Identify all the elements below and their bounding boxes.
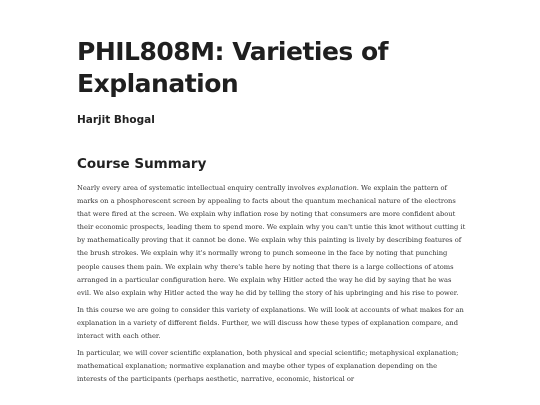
document-page [77, 36, 467, 390]
paragraph-1-emphasis: explanation [317, 184, 357, 192]
paragraph-1-intro: Nearly every area of systematic intellectual enquiry centrally involves [77, 184, 318, 192]
summary-paragraph-3: In particular, we will cover scientific explanation, both physical and special scientific; metaphysical explanation; mathematical explanation; normative explanation and maybe other types of explanation depending on the interests of the participants (perhaps aesthetic, narrative, economic, historical or [77, 349, 459, 384]
author-name: Harjit Bhogal [77, 114, 155, 126]
page-title: PHIL808M: Varieties of Explanation [77, 37, 389, 98]
paragraph-1-body: . We explain the pattern of marks on a phosphorescent screen by appealing to facts about the quantum mechanical nature of the electrons that were fired at the screen. We explain why inflation rose by noting that consumers are more confident about their economic prospects, leading them to spend more. We explain why you can't untie this knot without cutting it by mathematically proving that it cannot be done. We explain why this painting is lively by describing features of the brush strokes. We explain why it's normally wrong to punch someone in the face by noting that punching people causes them pain. We explain why there's table here by noting that there is a large collections of atoms arranged in a particular configuration here. We explain why Hitler acted the way he did by saying that he was evil. We also explain why Hitler acted the way he did by telling the story of his upbringing and his rise to power. [77, 184, 466, 297]
course-summary-heading: Course Summary [77, 156, 207, 172]
summary-paragraph-2: In this course we are going to consider this variety of explanations. We will look at accounts of what makes for an explanation in a variety of different fields. Further, we will discuss how these types of explanation compare, and interact with each other. [77, 305, 464, 341]
summary-paragraph-1 [77, 182, 467, 300]
